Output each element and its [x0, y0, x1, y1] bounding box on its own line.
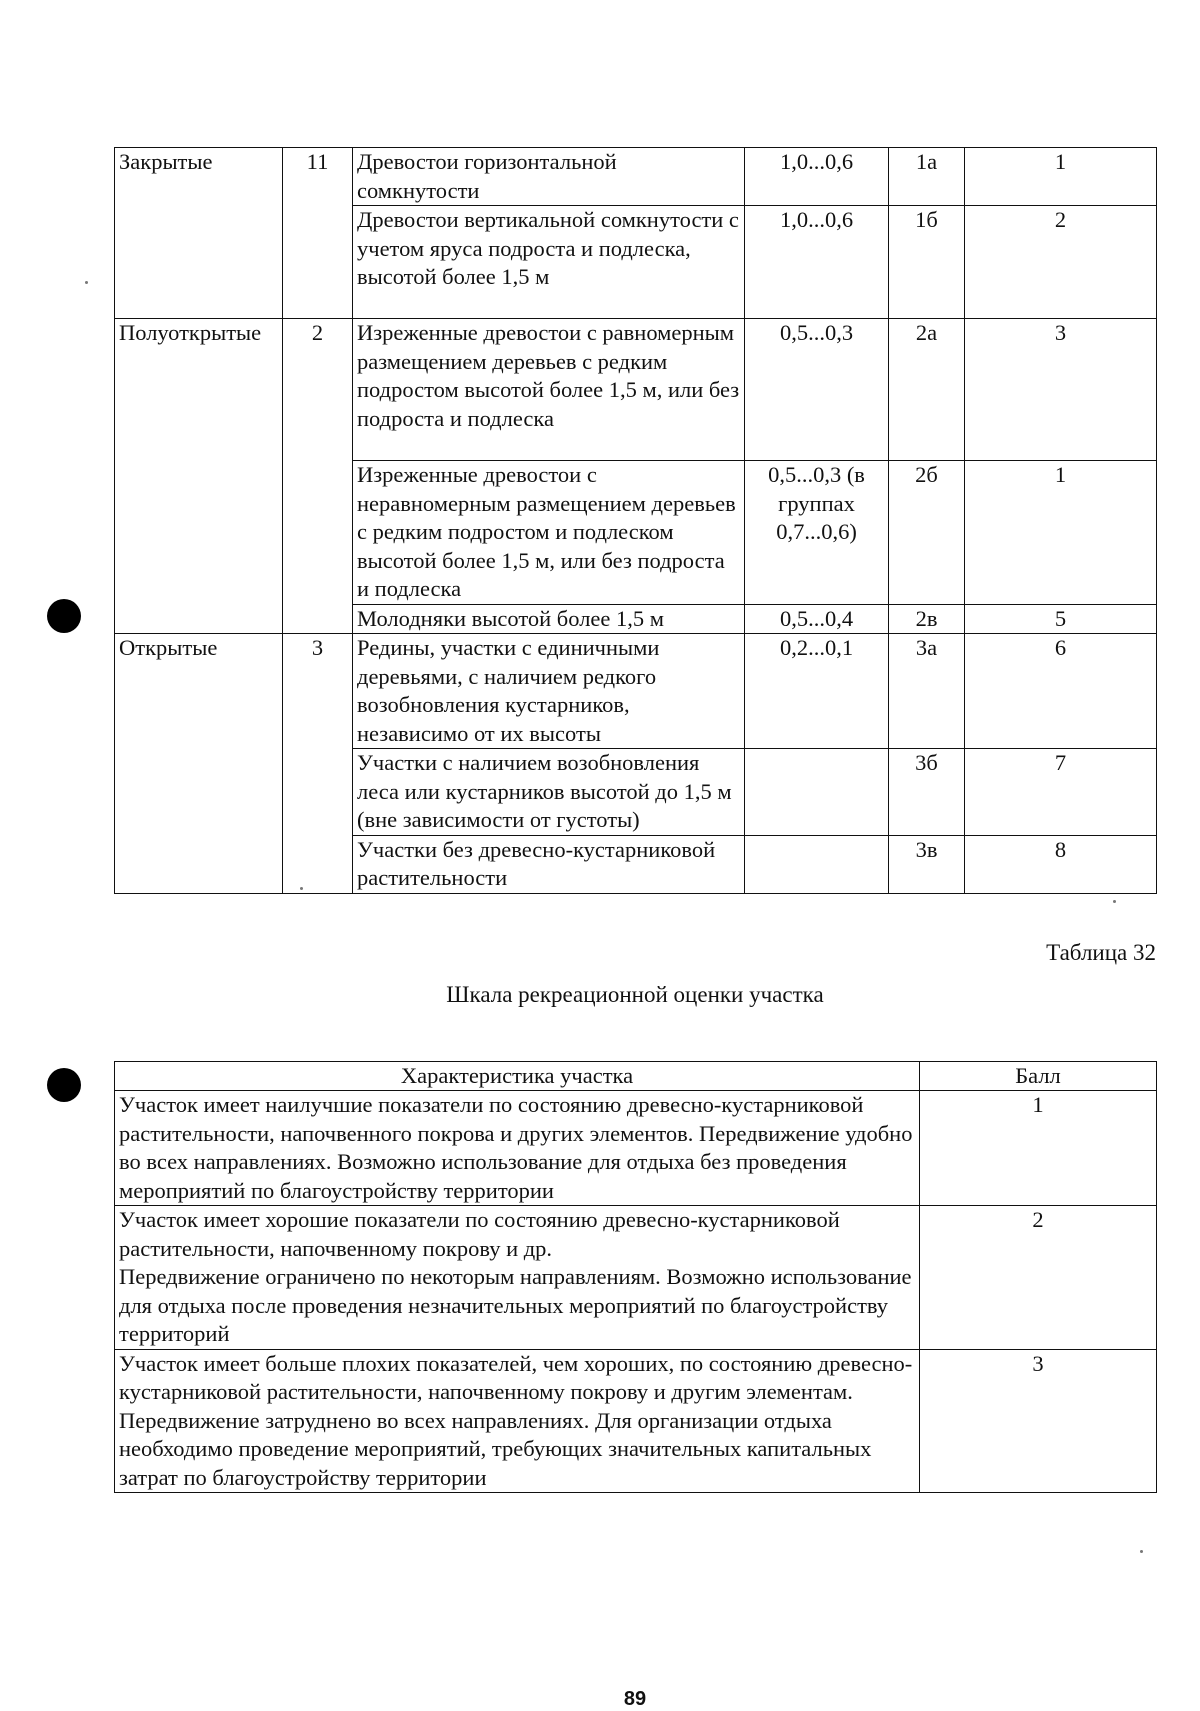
group-cell: Полуоткрытые	[115, 319, 283, 634]
code-cell: 3б	[889, 749, 965, 836]
code-cell: 3а	[889, 634, 965, 749]
density-cell: 0,5...0,3	[745, 319, 889, 461]
description-cell: Изреженные древостои с неравномерным размещением деревьев с редким подростом и подлеском высотой более 1,5 м, или без подроста и подлеска	[353, 461, 745, 605]
description-cell: Молодняки высотой более 1,5 м	[353, 604, 745, 634]
punch-hole	[47, 599, 81, 633]
code-cell: 2б	[889, 461, 965, 605]
characteristic-text: Передвижение ограничено по некоторым направлениям. Возможно использование для отдыха после проведения незначительных мероприятий по благоустройству территорий	[119, 1264, 912, 1346]
table-row	[115, 319, 1157, 461]
scan-speck	[1113, 900, 1116, 903]
table-label: Таблица 32	[1046, 940, 1156, 965]
description-cell: Участки без древесно-кустарниковой растительности	[353, 835, 745, 893]
characteristic-text: Участок имеет хорошие показатели по состоянию древесно-кустарниковой растительности, напочвенному покрову и др.	[119, 1207, 840, 1261]
score-cell: 1	[965, 148, 1157, 206]
column-header-characteristic: Характеристика участка	[115, 1062, 920, 1091]
count-cell: 11	[283, 148, 353, 319]
density-cell: 0,2...0,1	[745, 634, 889, 749]
code-cell: 2в	[889, 604, 965, 634]
score-cell: 1	[920, 1091, 1157, 1206]
code-cell: 1а	[889, 148, 965, 206]
recreation-score-table	[114, 1061, 1157, 1493]
count-cell: 3	[283, 634, 353, 894]
table-row	[115, 1091, 1157, 1206]
table-row	[115, 634, 1157, 749]
description-cell: Древостои горизонтальной сомкнутости	[353, 148, 745, 206]
density-cell: 1,0...0,6	[745, 206, 889, 319]
description-cell: Древостои вертикальной сомкнутости с учетом яруса подроста и подлеска, высотой более 1,5 м	[353, 206, 745, 319]
density-cell: 1,0...0,6	[745, 148, 889, 206]
column-header-score: Балл	[920, 1062, 1157, 1091]
count-cell: 2	[283, 319, 353, 634]
description-cell: Изреженные древостои с равномерным размещением деревьев с редким подростом высотой более 1,5 м, или без подроста и подлеска	[353, 319, 745, 461]
table-row	[115, 148, 1157, 206]
density-cell: 0,5...0,4	[745, 604, 889, 634]
table-header-row	[115, 1062, 1157, 1091]
score-cell: 1	[965, 461, 1157, 605]
code-cell: 2а	[889, 319, 965, 461]
score-cell: 6	[965, 634, 1157, 749]
score-cell: 2	[920, 1206, 1157, 1350]
characteristic-cell: Участок имеет наилучшие показатели по состоянию древесно-кустарниковой растительности, напочвенного покрова и других элементов. Передвижение удобно во всех направлениях. Возможно использование для отдыха без проведения мероприятий по благоустройству территории	[115, 1091, 920, 1206]
scan-speck	[1140, 1550, 1143, 1553]
punch-hole	[47, 1068, 81, 1102]
vegetation-openness-table	[114, 147, 1157, 894]
description-cell: Редины, участки с единичными деревьями, с наличием редкого возобновления кустарников, независимо от их высоты	[353, 634, 745, 749]
density-cell	[745, 749, 889, 836]
group-cell: Закрытые	[115, 148, 283, 319]
table-row	[115, 1349, 1157, 1493]
score-cell: 7	[965, 749, 1157, 836]
description-cell: Участки с наличием возобновления леса или кустарников высотой до 1,5 м (вне зависимости от густоты)	[353, 749, 745, 836]
characteristic-cell: Участок имеет больше плохих показателей, чем хороших, по состоянию древесно-кустарниковой растительности, напочвенному покрову и другим элементам. Передвижение затруднено во всех направлениях. Для организации отдыха необходимо проведение мероприятий, требующих значительных капитальных затрат по благоустройству территории	[115, 1349, 920, 1493]
score-cell: 3	[965, 319, 1157, 461]
score-cell: 8	[965, 835, 1157, 893]
page-number: 89	[623, 1688, 647, 1710]
density-cell: 0,5...0,3 (в группах 0,7...0,6)	[745, 461, 889, 605]
score-cell: 2	[965, 206, 1157, 319]
code-cell: 3в	[889, 835, 965, 893]
score-cell: 5	[965, 604, 1157, 634]
group-cell: Открытые	[115, 634, 283, 894]
density-cell	[745, 835, 889, 893]
table-row	[115, 1206, 1157, 1350]
characteristic-cell	[115, 1206, 920, 1350]
table-title: Шкала рекреационной оценки участка	[446, 982, 824, 1007]
scan-speck	[85, 281, 88, 284]
score-cell: 3	[920, 1349, 1157, 1493]
code-cell: 1б	[889, 206, 965, 319]
